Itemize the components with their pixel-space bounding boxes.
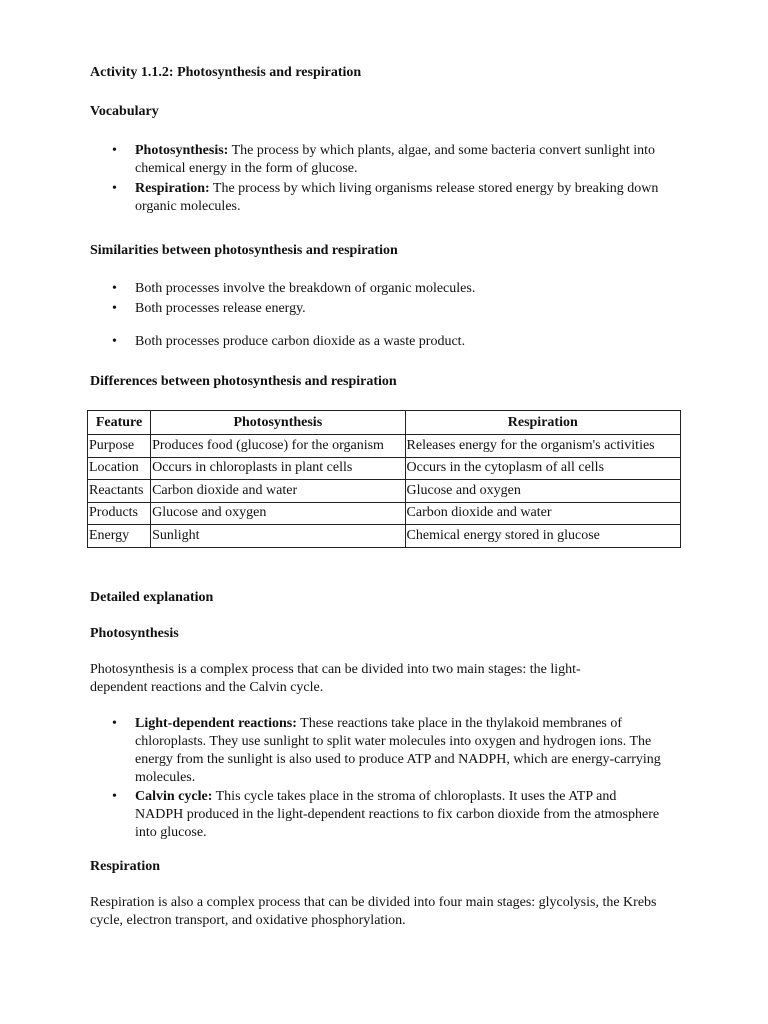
stage-term: Calvin cycle: [135, 789, 213, 804]
vocabulary-item-respiration [90, 180, 680, 216]
vocabulary-definition: The process by which plants, algae, and some bacteria convert sunlight into chemical energy in the form of glucose. [135, 143, 655, 176]
list-item: • Both processes produce carbon dioxide as a waste product. [90, 333, 670, 351]
similarities-list [90, 280, 670, 351]
vocabulary-heading: Vocabulary [90, 104, 159, 119]
stage-term: Light-dependent reactions: [135, 716, 297, 731]
photosynthesis-heading: Photosynthesis [90, 626, 179, 641]
table-cell: Glucose and oxygen [405, 480, 680, 503]
vocabulary-definition: The process by which living organisms release stored energy by breaking down organic molecules. [135, 181, 659, 214]
list-item [90, 715, 668, 787]
table-row [88, 525, 681, 548]
table-cell: Carbon dioxide and water [405, 502, 680, 525]
photosynthesis-intro: Photosynthesis is a complex process that can be divided into two main stages: the light-dependent reactions and the Calvin cycle. [90, 662, 581, 695]
list-item: • Both processes involve the breakdown of organic molecules. [90, 280, 670, 298]
detailed-explanation-heading: Detailed explanation [90, 590, 214, 605]
table-cell: Chemical energy stored in glucose [405, 525, 680, 548]
list-item: • Both processes release energy. [90, 300, 670, 318]
respiration-heading: Respiration [90, 859, 160, 874]
table-cell: Energy [88, 525, 151, 548]
table-cell: Reactants [88, 480, 151, 503]
photosynthesis-stages-list [90, 715, 668, 842]
table-cell: Location [88, 457, 151, 480]
column-header-respiration: Respiration [405, 411, 680, 435]
table-header-row [88, 411, 681, 435]
comparison-table [87, 410, 681, 548]
table-cell: Sunlight [151, 525, 405, 548]
table-cell: Occurs in the cytoplasm of all cells [405, 457, 680, 480]
table-cell: Releases energy for the organism's activities [405, 435, 680, 458]
vocabulary-list [90, 142, 680, 216]
table-cell: Carbon dioxide and water [151, 480, 405, 503]
document-title: Activity 1.1.2: Photosynthesis and respiration [90, 65, 362, 80]
differences-heading: Differences between photosynthesis and respiration [90, 374, 397, 389]
respiration-intro: Respiration is also a complex process that can be divided into four main stages: glycolysis, the Krebs cycle, electron transport, and oxidative phosphorylation. [90, 895, 657, 928]
table-cell: Products [88, 502, 151, 525]
table-cell: Occurs in chloroplasts in plant cells [151, 457, 405, 480]
table-row [88, 435, 681, 458]
column-header-photosynthesis: Photosynthesis [151, 411, 405, 435]
column-header-feature: Feature [88, 411, 151, 435]
table-row [88, 502, 681, 525]
list-item [90, 788, 668, 842]
vocabulary-term: Respiration: [135, 181, 210, 196]
stage-description: This cycle takes place in the stroma of chloroplasts. It uses the ATP and NADPH produced in the light-dependent reactions to fix carbon dioxide from the atmosphere into glucose. [135, 789, 660, 840]
similarities-heading: Similarities between photosynthesis and respiration [90, 243, 398, 258]
table-cell: Glucose and oxygen [151, 502, 405, 525]
table-row [88, 480, 681, 503]
table-cell: Purpose [88, 435, 151, 458]
vocabulary-item-photosynthesis [90, 142, 680, 178]
table-row [88, 457, 681, 480]
stage-description: These reactions take place in the thylakoid membranes of chloroplasts. They use sunlight to split water molecules into oxygen and hydrogen ions. The energy from the sunlight is also used to produce ATP and NADPH, which are energy-carrying molecules. [135, 716, 661, 785]
vocabulary-term: Photosynthesis: [135, 143, 229, 158]
table-cell: Produces food (glucose) for the organism [151, 435, 405, 458]
